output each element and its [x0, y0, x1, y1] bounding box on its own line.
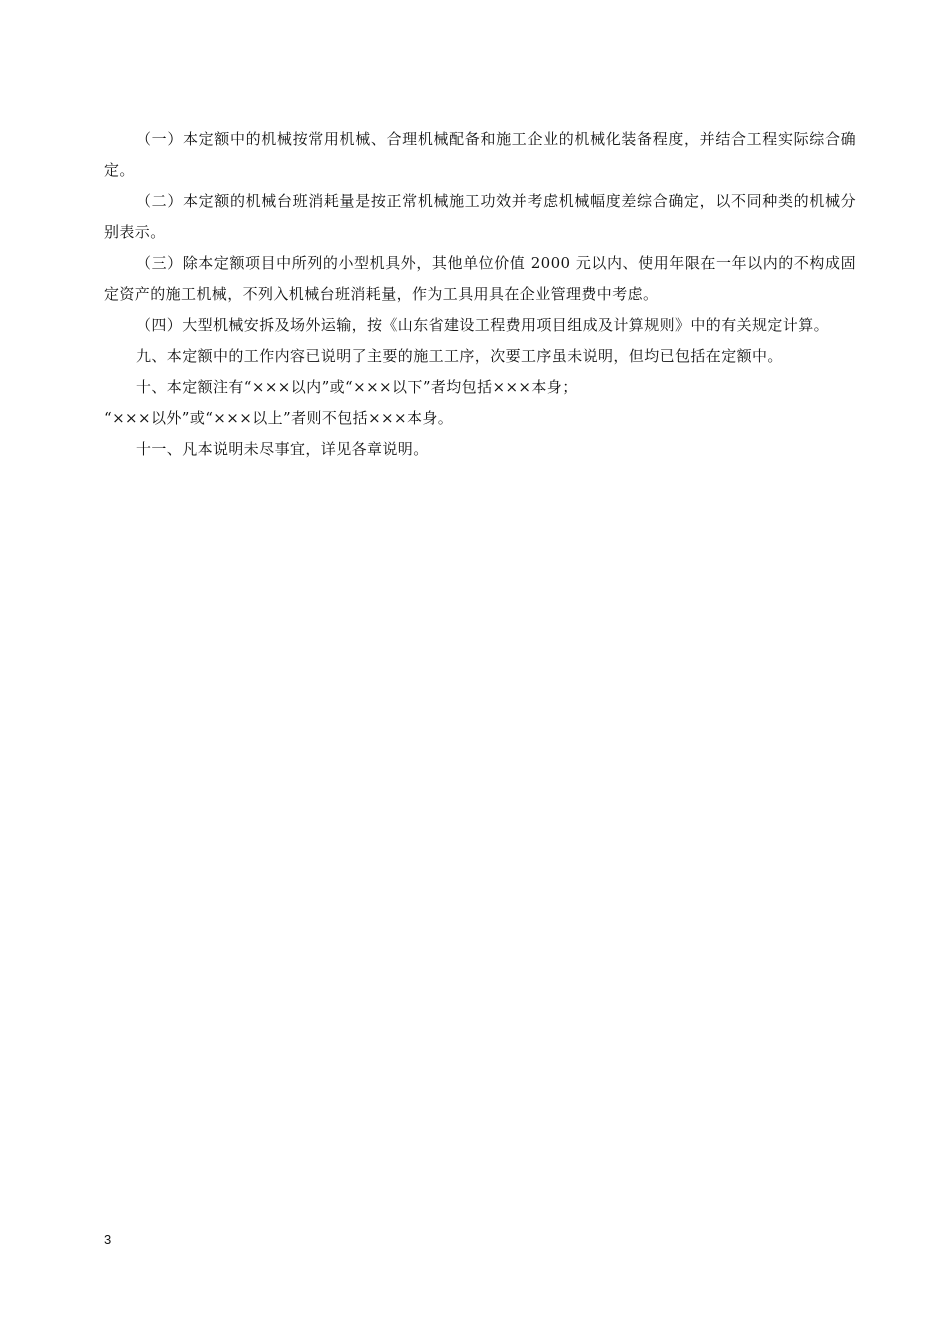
paragraph-machinery-4: （四）大型机械安拆及场外运输，按《山东省建设工程费用项目组成及计算规则》中的有关规定计算。: [136, 316, 830, 334]
item-ten-line-1: 十、本定额注有“×××以内”或“×××以下”者均包括×××本身；: [136, 378, 578, 396]
paragraph-item-ten-continued: [104, 403, 856, 434]
paragraph-machinery-2: （二）本定额的机械台班消耗量是按正常机械施工功效并考虑机械幅度差综合确定，以不同种类的机械分别表示。: [104, 192, 856, 241]
paragraph-item-ten: [104, 372, 856, 403]
paragraph-machinery-1: （一）本定额中的机械按常用机械、合理机械配备和施工企业的机械化装备程度，并结合工程实际综合确定。: [104, 130, 856, 179]
paragraph-item-eleven: 十一、凡本说明未尽事宜，详见各章说明。: [136, 440, 429, 458]
paragraph-item-nine: 九、本定额中的工作内容已说明了主要的施工工序，次要工序虽未说明，但均已包括在定额中。: [136, 347, 783, 365]
item-ten-line-2: “×××以外”或“×××以上”者则不包括×××本身。: [104, 409, 454, 427]
document-body: [104, 124, 856, 465]
paragraph-machinery-3: （三）除本定额项目中所列的小型机具外，其他单位价值 2000 元以内、使用年限在一年以内的不构成固定资产的施工机械，不列入机械台班消耗量，作为工具用具在企业管理费中考虑。: [104, 254, 856, 303]
page-number: 3: [104, 1232, 112, 1247]
